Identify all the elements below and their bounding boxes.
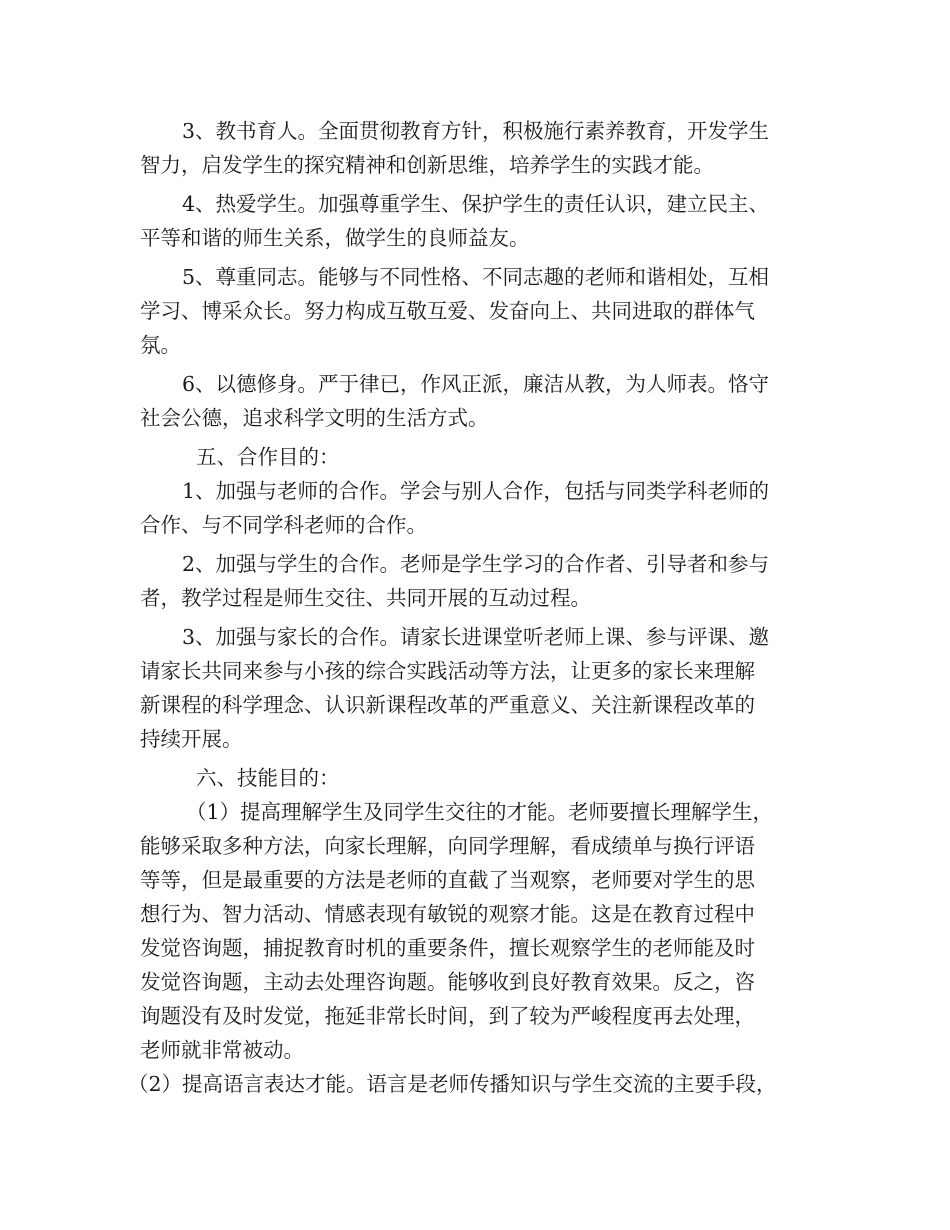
text-line: 平等和谐的师生关系，做学生的良师益友。	[140, 226, 530, 250]
text-line: 请家长共同来参与小孩的综合实践活动等方法，让更多的家长来理解	[140, 659, 755, 683]
text-line: 6、以德修身。严于律已，作风正派，廉洁从教，为人师表。恪守	[182, 372, 770, 396]
text-line: 4、热爱学生。加强尊重学生、保护学生的责任认识，建立民主、	[182, 192, 770, 216]
text-line: 合作、与不同学科老师的合作。	[140, 513, 427, 537]
text-line: 询题没有及时发觉，拖延非常长时间，到了较为严峻程度再去处理，	[140, 1004, 755, 1028]
text-line: 2、加强与学生的合作。老师是学生学习的合作者、引导者和参与	[182, 552, 770, 576]
text-line: 老师就非常被动。	[140, 1038, 304, 1062]
text-line: 社会公德，追求科学文明的生活方式。	[140, 406, 489, 430]
text-line: 氛。	[140, 333, 181, 357]
text-line: 想行为、智力活动、情感表现有敏锐的观察才能。这是在教育过程中	[140, 902, 755, 926]
text-line: 发觉咨询题，主动去处理咨询题。能够收到良好教育效果。反之，咨	[140, 970, 755, 994]
text-line: 3、教书育人。全面贯彻教育方针，积极施行素养教育，开发学生	[182, 119, 770, 143]
text-line: 5、尊重同志。能够与不同性格、不同志趣的老师和谐相处，互相	[182, 265, 770, 289]
text-line: （2）提高语言表达才能。语言是老师传播知识与学生交流的主要手段，	[128, 1072, 777, 1096]
section-heading: 六、技能目的：	[196, 766, 340, 790]
text-line: 能够采取多种方法，向家长理解，向同学理解，看成绩单与换行评语	[140, 834, 755, 858]
text-line: 3、加强与家长的合作。请家长进课堂听老师上课、参与评课、邀	[182, 625, 770, 649]
section-heading: 五、合作目的：	[196, 445, 340, 469]
text-line: 1、加强与老师的合作。学会与别人合作，包括与同类学科老师的	[182, 479, 770, 503]
text-line: 智力，启发学生的探究精神和创新思维，培养学生的实践才能。	[140, 153, 714, 177]
text-line: （1）提高理解学生及同学生交往的才能。老师要擅长理解学生，	[186, 800, 774, 824]
text-line: 发觉咨询题，捕捉教育时机的重要条件，擅长观察学生的老师能及时	[140, 936, 755, 960]
text-line: 者，教学过程是师生交往、共同开展的互动过程。	[140, 586, 591, 610]
text-line: 持续开展。	[140, 727, 243, 751]
text-line: 学习、博采众长。努力构成互敬互爱、发奋向上、共同进取的群体气	[140, 299, 755, 323]
text-line: 新课程的科学理念、认识新课程改革的严重意义、关注新课程改革的	[140, 693, 755, 717]
text-line: 等等，但是最重要的方法是老师的直截了当观察，老师要对学生的思	[140, 868, 755, 892]
